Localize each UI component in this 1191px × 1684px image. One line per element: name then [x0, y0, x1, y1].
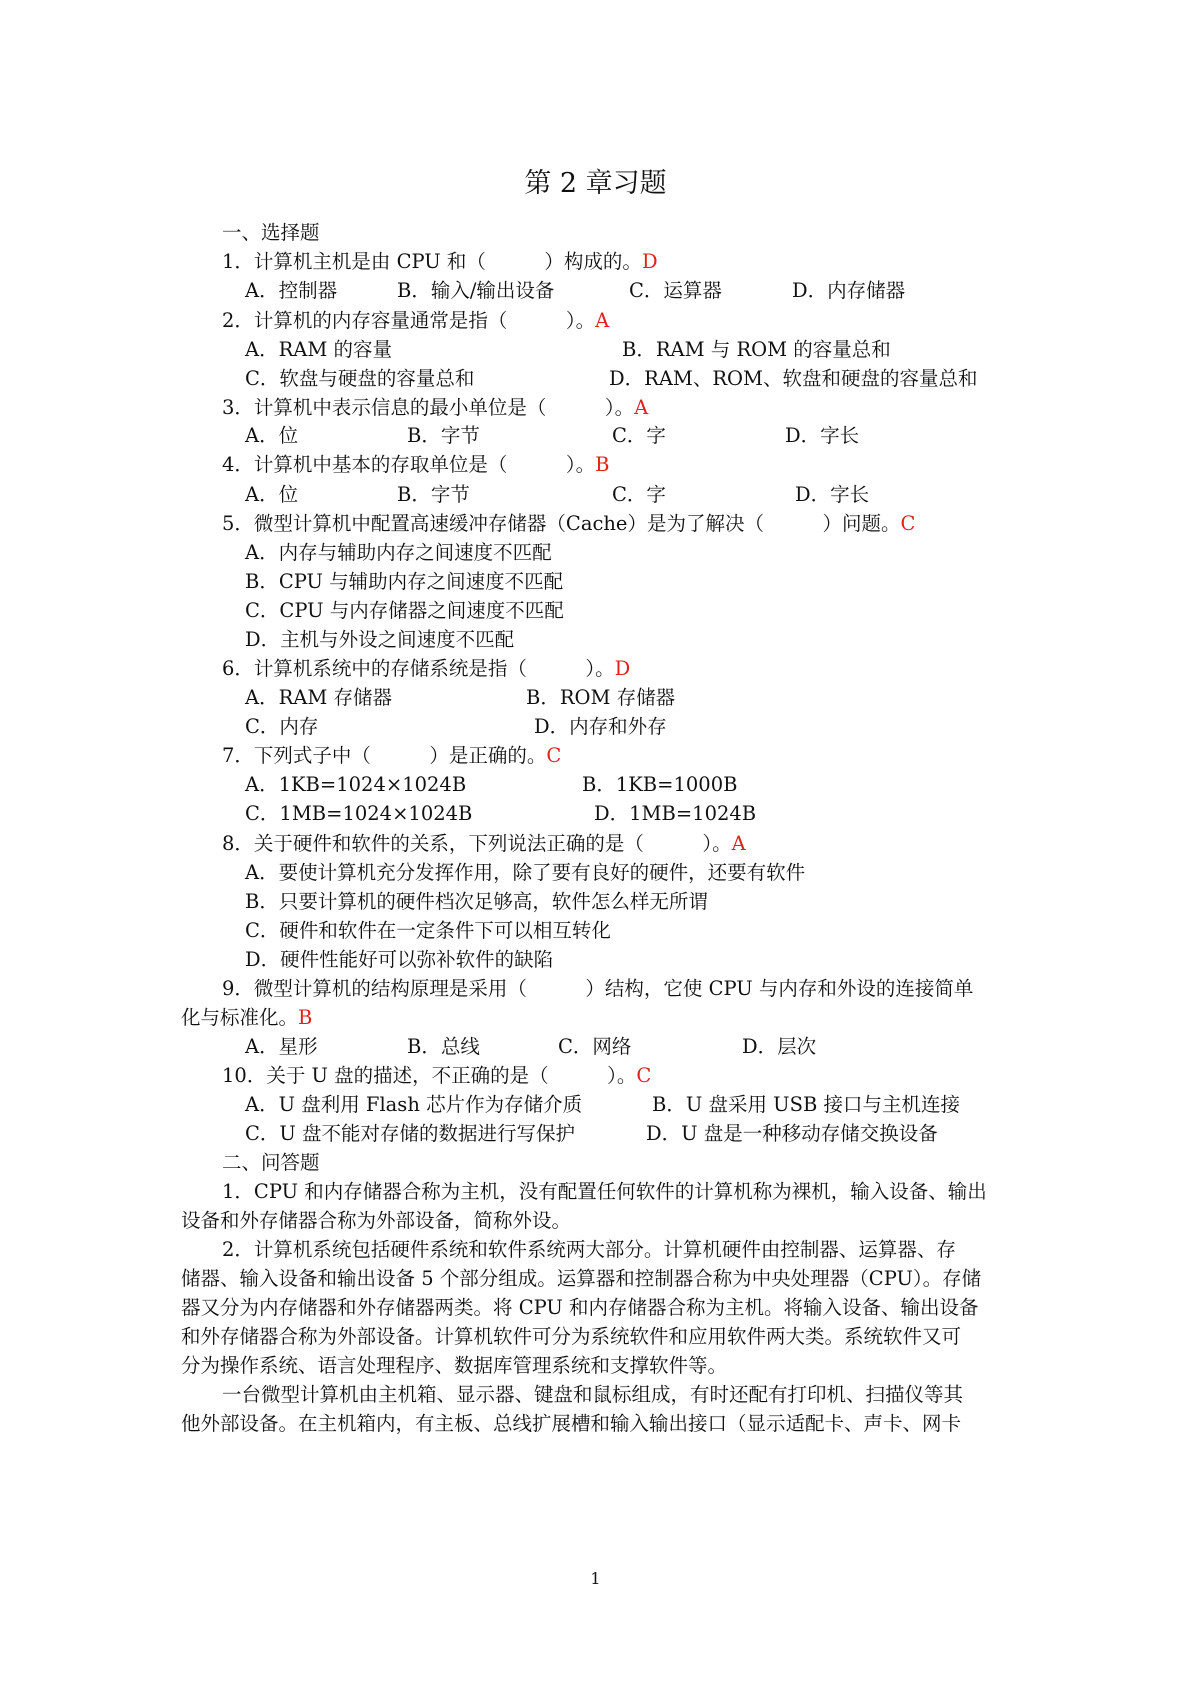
option: D．层次: [742, 1035, 817, 1058]
section-heading-choice: 一、选择题: [222, 221, 320, 244]
answer-key: C: [900, 512, 916, 535]
answer-paragraph-line: 器又分为内存储器和外存储器两类。将 CPU 和内存储器合称为主机。将输入设备、输出设备: [181, 1296, 979, 1319]
question-stem: 7．下列式子中（ ）是正确的。: [222, 744, 547, 767]
question-7: [222, 742, 561, 770]
answer-paragraph-line: 分为操作系统、语言处理程序、数据库管理系统和支撑软件等。: [181, 1354, 728, 1377]
option: B．RAM 与 ROM 的容量总和: [622, 338, 891, 361]
option: D．字长: [795, 483, 870, 506]
option: C．运算器: [629, 279, 722, 302]
question-10: [222, 1062, 651, 1090]
question-2: [222, 307, 609, 335]
option: A．1KB=1024×1024B: [245, 773, 467, 796]
question-stem: 10．关于 U 盘的描述，不正确的是（ ）。: [222, 1064, 637, 1087]
answer-key: A: [731, 832, 746, 855]
answer-paragraph-line: 和外存储器合称为外部设备。计算机软件可分为系统软件和应用软件两大类。系统软件又可: [181, 1325, 962, 1348]
question-5: [222, 510, 915, 538]
answer-paragraph-line: 一台微型计算机由主机箱、显示器、键盘和鼠标组成，有时还配有打印机、扫描仪等其: [222, 1383, 964, 1406]
page-number: 1: [590, 1569, 601, 1588]
answer-paragraph-line: 2．计算机系统包括硬件系统和软件系统两大部分。计算机硬件由控制器、运算器、存: [222, 1238, 956, 1261]
option: D．U 盘是一种移动存储交换设备: [646, 1122, 938, 1145]
option: A．RAM 存储器: [245, 686, 393, 709]
answer-key: B: [595, 453, 610, 476]
option: D．内存储器: [792, 279, 906, 302]
answer-key: A: [634, 396, 649, 419]
question-stem: 2．计算机的内存容量通常是指（ ）。: [222, 309, 596, 332]
question-1: [222, 248, 658, 276]
answer-key: C: [636, 1064, 652, 1087]
option: C．内存: [245, 715, 319, 738]
option: C．网络: [558, 1035, 632, 1058]
answer-paragraph-line: 1．CPU 和内存储器合称为主机，没有配置任何软件的计算机称为裸机，输入设备、输出: [222, 1180, 987, 1203]
option: B．输入/输出设备: [397, 279, 555, 302]
option: B．U 盘采用 USB 接口与主机连接: [652, 1093, 960, 1116]
option: D．主机与外设之间速度不匹配: [245, 628, 515, 651]
question-9: 9．微型计算机的结构原理是采用（ ）结构，它使 CPU 与内存和外设的连接简单: [222, 977, 974, 1000]
question-stem: 4．计算机中基本的存取单位是（ ）。: [222, 453, 596, 476]
option: B．ROM 存储器: [526, 686, 676, 709]
section-heading-qa: 二、问答题: [222, 1151, 320, 1174]
question-stem: 化与标准化。: [181, 1006, 299, 1029]
option: C．1MB=1024×1024B: [245, 802, 473, 825]
option: D．内存和外存: [534, 715, 667, 738]
option: A．位: [245, 424, 299, 447]
option: C．软盘与硬盘的容量总和: [245, 367, 475, 390]
answer-key: D: [614, 657, 631, 680]
question-stem: 8．关于硬件和软件的关系，下列说法正确的是（ ）。: [222, 832, 732, 855]
option: D．硬件性能好可以弥补软件的缺陷: [245, 948, 554, 971]
answer-key: D: [641, 250, 658, 273]
option: A．位: [245, 483, 299, 506]
answer-paragraph-line: 设备和外存储器合称为外部设备，简称外设。: [181, 1209, 572, 1232]
answer-key: B: [298, 1006, 313, 1029]
option: B．字节: [397, 483, 470, 506]
option: C．字: [612, 424, 666, 447]
option: B．只要计算机的硬件档次足够高，软件怎么样无所谓: [245, 890, 708, 913]
option: A．RAM 的容量: [245, 338, 393, 361]
question-8: [222, 830, 746, 858]
answer-paragraph-line: 储器、输入设备和输出设备 5 个部分组成。运算器和控制器合称为中央处理器（CPU）。存储: [181, 1267, 982, 1290]
page-title: 第 2 章习题: [524, 168, 667, 199]
question-6: [222, 655, 630, 683]
question-stem: 3．计算机中表示信息的最小单位是（ ）。: [222, 396, 635, 419]
option: C．硬件和软件在一定条件下可以相互转化: [245, 919, 611, 942]
option: D．RAM、ROM、软盘和硬盘的容量总和: [609, 367, 978, 390]
option: B．1KB=1000B: [582, 773, 738, 796]
option: A．要使计算机充分发挥作用，除了要有良好的硬件，还要有软件: [245, 861, 806, 884]
question-stem: 1．计算机主机是由 CPU 和（ ）构成的。: [222, 250, 642, 273]
option: A．U 盘利用 Flash 芯片作为存储介质: [245, 1093, 583, 1116]
answer-paragraph-line: 他外部设备。在主机箱内，有主板、总线扩展槽和输入输出接口（显示适配卡、声卡、网卡: [181, 1412, 962, 1435]
option: D．字长: [785, 424, 860, 447]
option: C．CPU 与内存储器之间速度不匹配: [245, 599, 564, 622]
answer-key: C: [546, 744, 562, 767]
question-9-continued: [181, 1004, 312, 1032]
option: B．CPU 与辅助内存之间速度不匹配: [245, 570, 564, 593]
option: C．字: [612, 483, 666, 506]
option: B．字节: [407, 424, 480, 447]
question-3: [222, 394, 648, 422]
question-stem: 6．计算机系统中的存储系统是指（ ）。: [222, 657, 615, 680]
question-stem: 5．微型计算机中配置高速缓冲存储器（Cache）是为了解决（ ）问题。: [222, 512, 901, 535]
answer-key: A: [595, 309, 610, 332]
option: A．控制器: [245, 279, 338, 302]
option: A．星形: [245, 1035, 318, 1058]
question-4: [222, 451, 610, 479]
option: B．总线: [407, 1035, 480, 1058]
option: D．1MB=1024B: [594, 802, 757, 825]
option: A．内存与辅助内存之间速度不匹配: [245, 541, 552, 564]
option: C．U 盘不能对存储的数据进行写保护: [245, 1122, 576, 1145]
